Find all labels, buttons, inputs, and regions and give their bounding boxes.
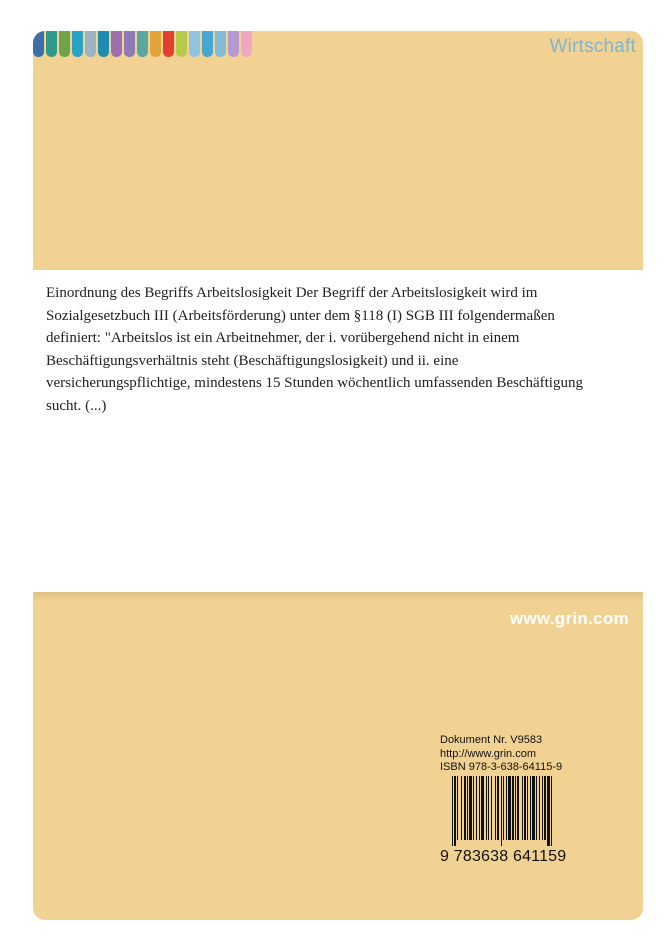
color-stripe (33, 31, 44, 57)
publisher-website: www.grin.com (509, 609, 629, 628)
color-stripe (137, 31, 148, 57)
barcode-bar (464, 776, 466, 840)
barcode-bar (530, 776, 531, 840)
barcode-bars (452, 776, 596, 846)
isbn-barcode (440, 776, 596, 868)
abstract-text: Einordnung des Begriffs Arbeitslosigkeit Der Begriff der Arbeitslosigkeit wird im Sozialgesetzbuch III (Arbeitsförderung) unter dem §118 (I) SGB III folgendermaßen definiert: "Arbeitslos ist ein Arbeitnehmer, der i. vorübergehend nicht in einem Beschäftigungsverhältnis steht (Beschäftigungslosigkeit) und ii. eine versicherungspflichtige, mindestens 15 Stunden wöchentlich umfassenden Beschäftigung sucht. (...) (46, 285, 583, 414)
barcode-bar (527, 776, 528, 840)
barcode-bar (457, 776, 458, 840)
barcode-bar (551, 776, 552, 846)
barcode-bar (503, 776, 504, 840)
color-stripe (98, 31, 109, 57)
color-stripe (215, 31, 226, 57)
color-stripe (189, 31, 200, 57)
barcode-bar (524, 776, 526, 840)
barcode-digits: 9 783638 641159 (440, 848, 567, 865)
barcode-bar (532, 776, 535, 840)
document-info (440, 734, 562, 775)
barcode-bar (473, 776, 474, 840)
barcode-bar (501, 776, 502, 846)
barcode-bar (512, 776, 514, 840)
color-stripe (85, 31, 96, 57)
document-url: http://www.grin.com (440, 747, 536, 760)
barcode-bar (506, 776, 507, 840)
barcode-bar (539, 776, 540, 840)
color-stripe (124, 31, 135, 57)
barcode-bar (481, 776, 484, 840)
color-stripe (72, 31, 83, 57)
abstract-panel (33, 270, 643, 592)
barcode-bar (536, 776, 537, 840)
barcode-bar (467, 776, 468, 840)
color-stripe (176, 31, 187, 57)
barcode-bar (486, 776, 487, 840)
color-stripe (46, 31, 57, 57)
barcode-bar (479, 776, 480, 840)
color-stripe (228, 31, 239, 57)
category-label: Wirtschaft (549, 36, 636, 57)
color-stripe (59, 31, 70, 57)
barcode-bar (452, 776, 453, 846)
document-number: Dokument Nr. V9583 (440, 734, 543, 746)
barcode-bar (515, 776, 516, 840)
barcode-bar (488, 776, 489, 840)
color-stripe-bar (33, 31, 254, 57)
barcode-bar (454, 776, 456, 846)
barcode-bar (517, 776, 519, 840)
barcode-bar (544, 776, 546, 840)
barcode-bar (476, 776, 477, 840)
barcode-bar (461, 776, 462, 840)
isbn-number: ISBN 978-3-638-64115-9 (440, 761, 563, 773)
barcode-bar (491, 776, 492, 840)
barcode-bar (469, 776, 472, 840)
barcode-bar (542, 776, 543, 840)
color-stripe (163, 31, 174, 57)
barcode-bar (495, 776, 496, 840)
color-stripe (202, 31, 213, 57)
barcode-bar (497, 776, 499, 840)
barcode-bar (547, 776, 550, 846)
barcode-bar (522, 776, 523, 840)
color-stripe (241, 31, 252, 57)
color-stripe (111, 31, 122, 57)
color-stripe (150, 31, 161, 57)
barcode-bar (508, 776, 511, 840)
